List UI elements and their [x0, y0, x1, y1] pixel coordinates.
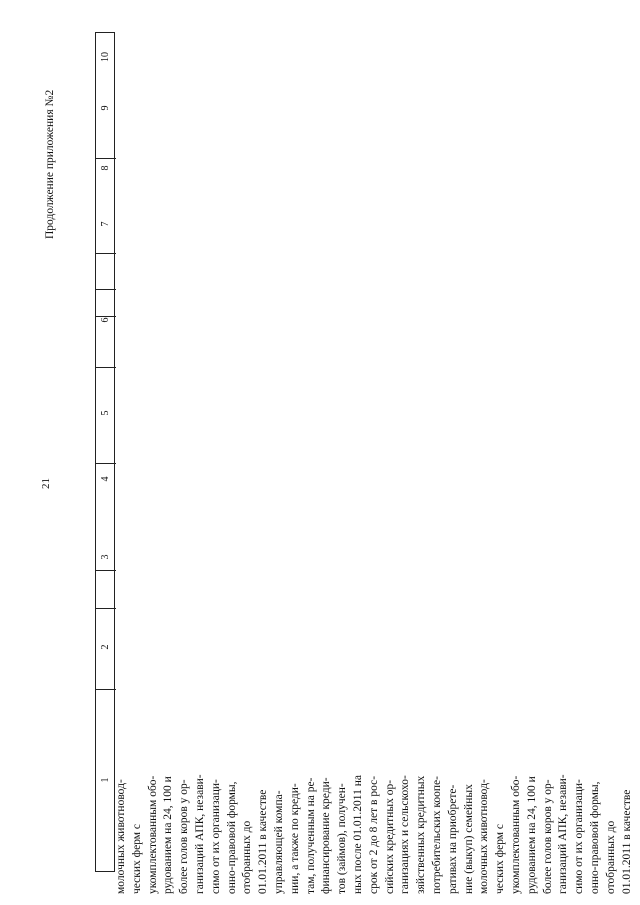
text-line: молочных животновод- [115, 779, 127, 894]
column-divider [96, 253, 116, 254]
text-line: отобранных до [241, 820, 254, 894]
column-header: 5 [100, 410, 111, 416]
column-header: 2 [100, 644, 111, 650]
column-divider [96, 689, 116, 690]
text-line: укомплектованным обо- [146, 775, 159, 894]
column-divider [96, 608, 116, 609]
column-header: 9 [100, 105, 111, 111]
text-line: управляющей компа- [272, 790, 285, 894]
text-line: потребительских коопе- [430, 776, 443, 894]
text-line: ративах на приобрете- [446, 784, 459, 894]
cell-text [114, 134, 635, 894]
column-divider [96, 367, 116, 368]
text-line: онно-правовой формы, [588, 781, 601, 894]
column-header: 3 [100, 554, 111, 560]
text-line: более голов коров у ор- [178, 779, 191, 894]
text-line: ческих ферм с [494, 823, 507, 894]
page-number: 21 [40, 478, 52, 489]
text-line: финансирование креди- [320, 777, 333, 894]
text-line: зяйственных кредитных [415, 775, 428, 894]
column-header: 1 [100, 777, 111, 783]
text-line: тов (займов), получен- [336, 783, 349, 894]
text-line: симо от их организаци- [209, 779, 222, 894]
text-line: ние (выкуп) семейных [462, 784, 475, 894]
text-line: рудованием на 24, 100 и [525, 776, 538, 894]
text-line: более голов коров у ор- [541, 779, 554, 894]
column-header: 6 [100, 317, 111, 323]
text-line: 01.01.2011 в качестве [620, 789, 633, 894]
column-header: 7 [100, 221, 111, 227]
text-line: сийских кредитных ор- [383, 779, 396, 894]
text-line: срок от 2 до 8 лет в рос- [367, 775, 380, 894]
text-line: нии, а также по креди- [288, 783, 301, 894]
continuation-label: Продолжение приложения №2 [44, 89, 56, 239]
column-divider [96, 570, 116, 571]
text-line: ганизаций АПК, незави- [557, 774, 570, 894]
text-line: 01.01.2011 в качестве [257, 789, 270, 894]
text-line: молочных животновод- [478, 779, 491, 894]
text-line: ных после 01.01.2011 на [351, 775, 364, 894]
column-header: 4 [100, 476, 111, 482]
column-divider [96, 158, 116, 159]
table-header-row [95, 32, 115, 872]
text-line: там, полученным на ре- [304, 777, 317, 894]
text-line: укомплектованным обо- [509, 775, 522, 894]
column-divider [96, 463, 116, 464]
text-line: рудованием на 24, 100 и [162, 776, 175, 894]
text-line: ганизациях и сельскохо- [399, 775, 412, 894]
text-line: ческих ферм с [130, 823, 143, 894]
text-line: ганизаций АПК, незави- [193, 774, 206, 894]
column-header: 8 [100, 165, 111, 171]
column-header: 10 [100, 52, 111, 62]
text-line: онно-правовой формы, [225, 781, 238, 894]
text-line: симо от их организаци- [573, 779, 586, 894]
column-divider [96, 289, 116, 290]
text-line: отобранных до [604, 820, 617, 894]
